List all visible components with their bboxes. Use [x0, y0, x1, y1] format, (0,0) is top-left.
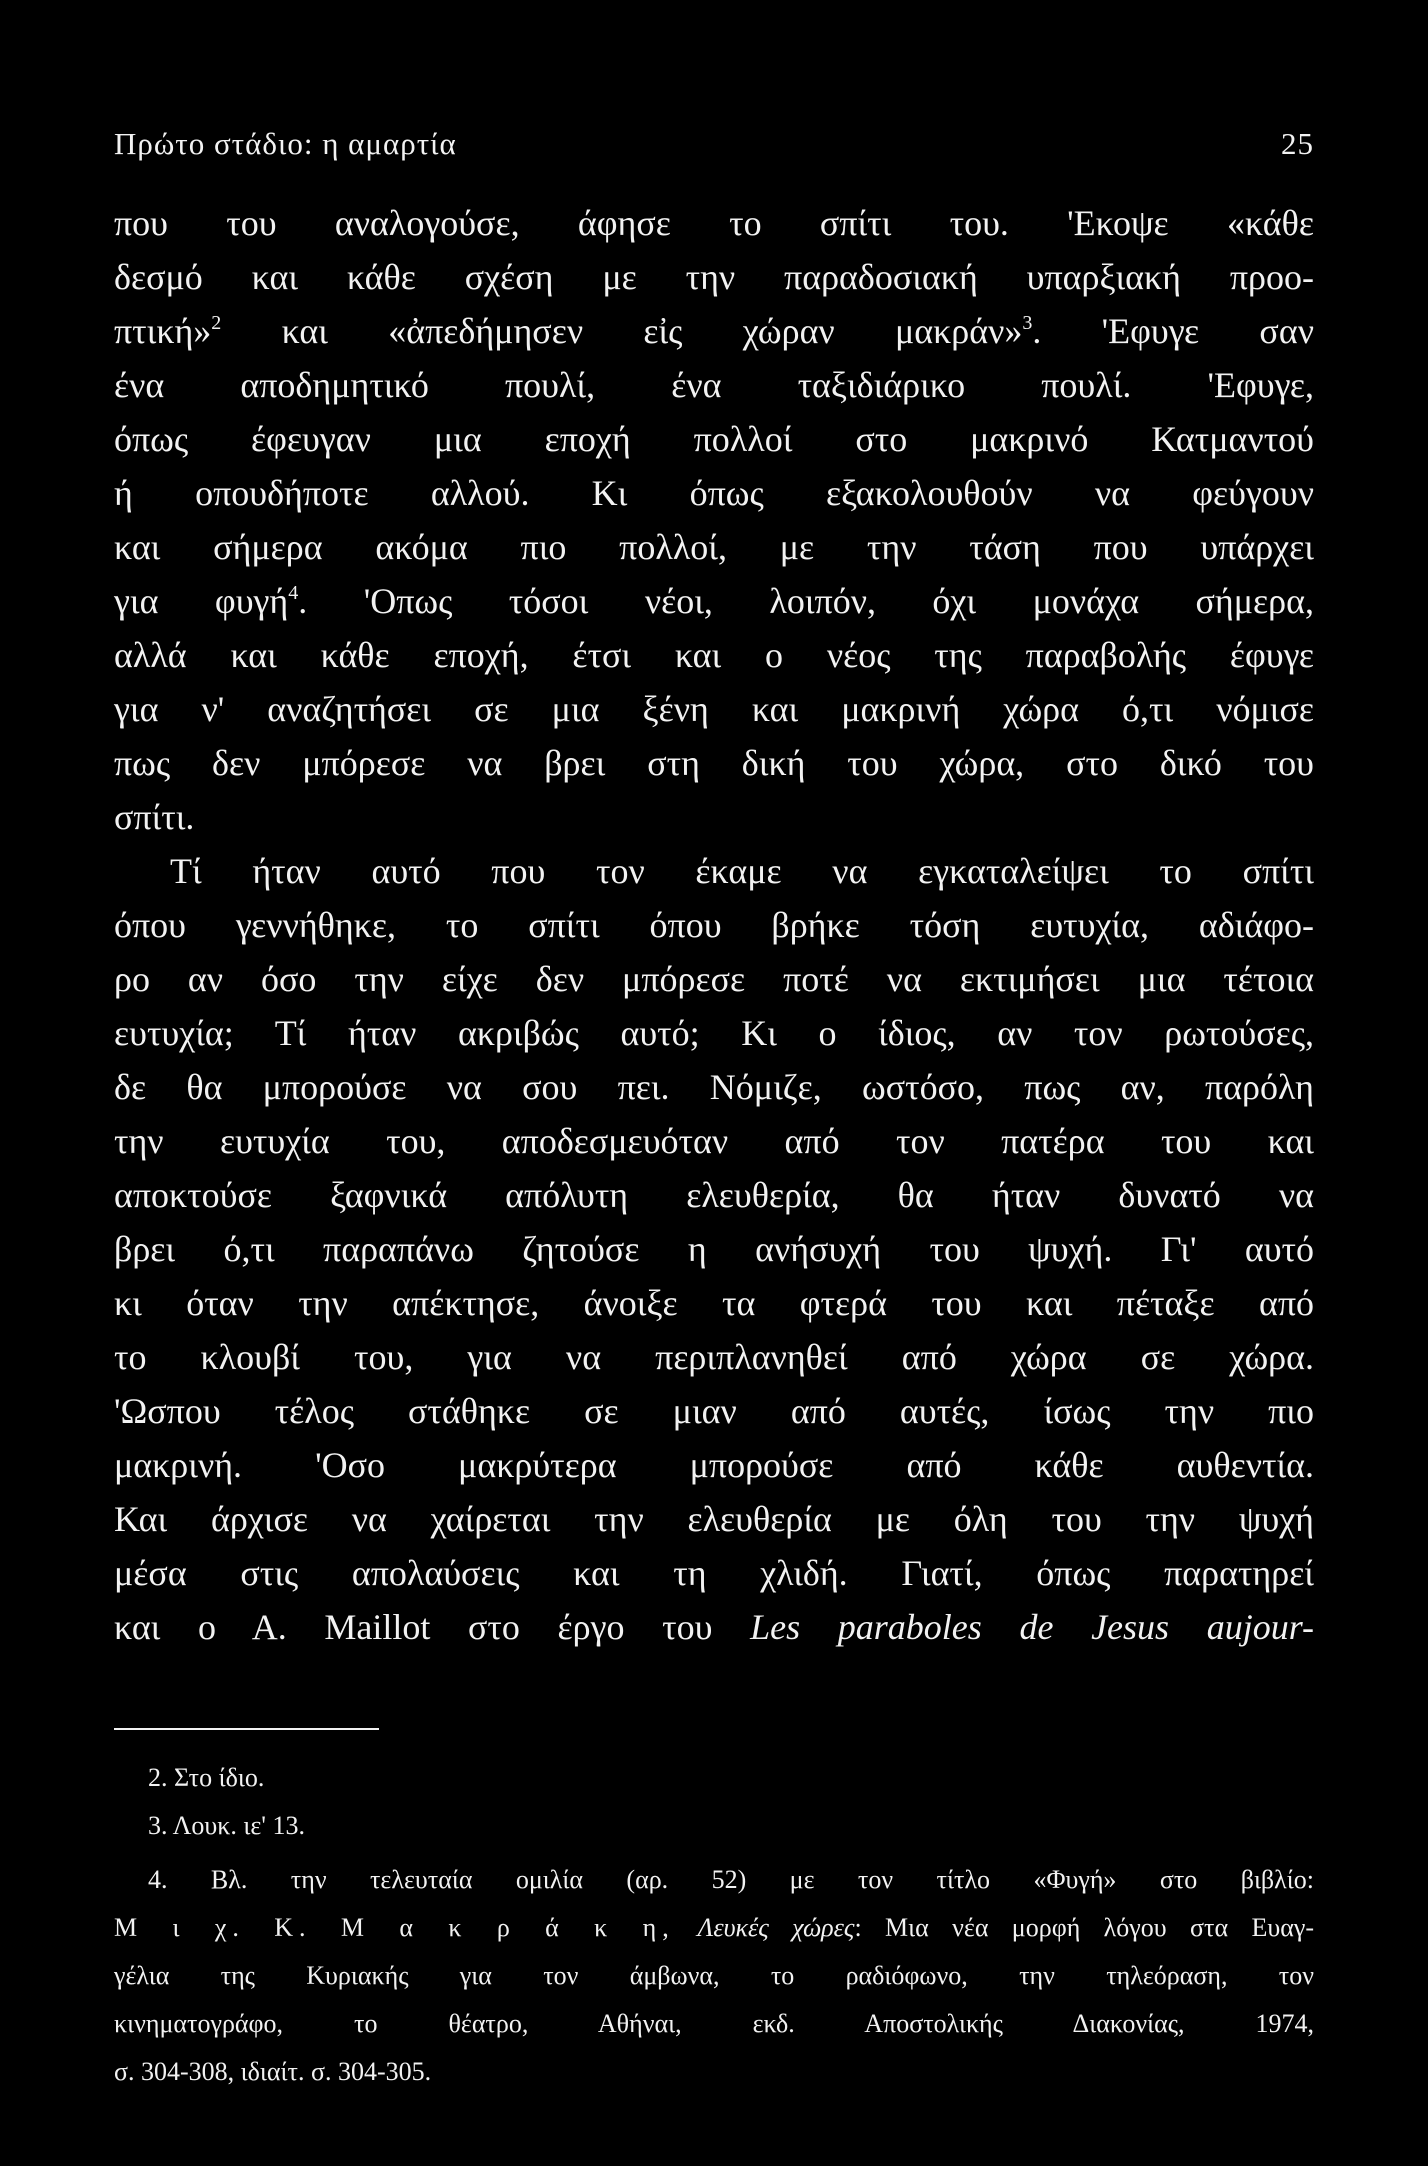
body-line: αποκτούσε ξαφνικά απόλυτη ελευθερία, θα ήταν δυνατό να: [114, 1175, 1314, 1215]
footnote: γέλια της Κυριακής για τον άμβωνα, το ραδιόφωνο, την τηλεόραση, τον: [114, 1961, 1314, 1990]
body-line: και σήμερα ακόμα πιο πολλοί, με την τάση που υπάρχει: [114, 527, 1314, 567]
body-line: για ν' αναζητήσει σε μια ξένη και μακρινή χώρα ό,τι νόμισε: [114, 689, 1314, 729]
body-line: ή οπουδήποτε αλλού. Κι όπως εξακολουθούν να φεύγουν: [114, 473, 1314, 513]
footnote: κινηματογράφο, το θέατρο, Αθήναι, εκδ. Αποστολικής Διακονίας, 1974,: [114, 2009, 1314, 2038]
body-line: ρο αν όσο την είχε δεν μπόρεσε ποτέ να εκτιμήσει μια τέτοια: [114, 959, 1314, 999]
body-line: 'Ωσπου τέλος στάθηκε σε μιαν από αυτές, ίσως την πιο: [114, 1391, 1314, 1431]
page-number: 25: [1281, 126, 1314, 161]
footnote-marker: 4: [288, 582, 299, 604]
chapter-title: Πρώτο στάδιο: η αμαρτία: [114, 126, 457, 161]
body-line: για φυγή$^4$. 'Οπως τόσοι νέοι, λοιπόν, όχι μονάχα σήμερα,: [114, 581, 1314, 621]
footnote: 3. Λουκ. ιε' 13.: [148, 1811, 305, 1840]
body-line: σπίτι.: [114, 797, 195, 837]
body-line: το κλουβί του, για να περιπλανηθεί από χώρα σε χώρα.: [114, 1337, 1314, 1377]
footnote-marker: 3: [1022, 312, 1033, 334]
footnote: Μ ι χ. Κ. Μ α κ ρ ά κ η, Λευκές χώρες: Μια νέα μορφή λόγου στα Ευαγ-: [114, 1913, 1314, 1942]
footnote-marker: 2: [211, 312, 222, 334]
book-title-italic: Les paraboles de Jesus aujour-: [750, 1607, 1314, 1647]
body-line: Τί ήταν αυτό που τον έκαμε να εγκαταλείψει το σπίτι: [170, 851, 1314, 891]
body-line: που του αναλογούσε, άφησε το σπίτι του. 'Εκοψε «κάθε: [114, 203, 1314, 243]
body-line: μέσα στις απολαύσεις και τη χλιδή. Γιατί, όπως παρατηρεί: [114, 1553, 1314, 1593]
body-line: Και άρχισε να χαίρεται την ελευθερία με όλη του την ψυχή: [114, 1499, 1314, 1539]
body-line: δεσμό και κάθε σχέση με την παραδοσιακή υπαρξιακή προο-: [114, 257, 1314, 297]
body-line: ευτυχία; Τί ήταν ακριβώς αυτό; Κι ο ίδιος, αν τον ρωτούσες,: [114, 1013, 1314, 1053]
body-line: ένα αποδημητικό πουλί, ένα ταξιδιάρικο πουλί. 'Εφυγε,: [114, 365, 1314, 405]
body-line: αλλά και κάθε εποχή, έτσι και ο νέος της παραβολής έφυγε: [114, 635, 1314, 675]
author-name: Μ ι χ. Κ. Μ α κ ρ ά κ η,: [114, 1913, 675, 1942]
cited-title-italic: Λευκές χώρες: [674, 1913, 855, 1942]
body-line: όπως έφευγαν μια εποχή πολλοί στο μακρινό Κατμαντού: [114, 419, 1314, 459]
body-line: πως δεν μπόρεσε να βρει στη δική του χώρα, στο δικό του: [114, 743, 1314, 783]
running-head: [114, 126, 1314, 170]
body-line: και ο Α. Maillot στο έργο του Les paraboles de Jesus aujour-: [114, 1607, 1314, 1647]
body-line: όπου γεννήθηκε, το σπίτι όπου βρήκε τόση ευτυχία, αδιάφο-: [114, 905, 1314, 945]
body-line: βρει ό,τι παραπάνω ζητούσε η ανήσυχή του ψυχή. Γι' αυτό: [114, 1229, 1314, 1269]
body-line: μακρινή. 'Οσο μακρύτερα μπορούσε από κάθε αυθεντία.: [114, 1445, 1314, 1485]
body-line: δε θα μπορούσε να σου πει. Νόμιζε, ωστόσο, πως αν, παρόλη: [114, 1067, 1314, 1107]
footnote: σ. 304-308, ιδιαίτ. σ. 304-305.: [114, 2057, 432, 2086]
footnote: 2. Στο ίδιο.: [148, 1763, 265, 1792]
footnote-separator: [114, 1728, 379, 1730]
body-line: την ευτυχία του, αποδεσμευόταν από τον πατέρα του και: [114, 1121, 1314, 1161]
body-line: πτική»$^2$ και «ἀπεδήμησεν εἰς χώραν μακράν»$^3$. 'Εφυγε σαν: [114, 311, 1314, 351]
footnote: 4. Βλ. την τελευταία ομιλία (αρ. 52) με τον τίτλο «Φυγή» στο βιβλίο:: [148, 1865, 1314, 1894]
body-line: κι όταν την απέκτησε, άνοιξε τα φτερά του και πέταξε από: [114, 1283, 1314, 1323]
